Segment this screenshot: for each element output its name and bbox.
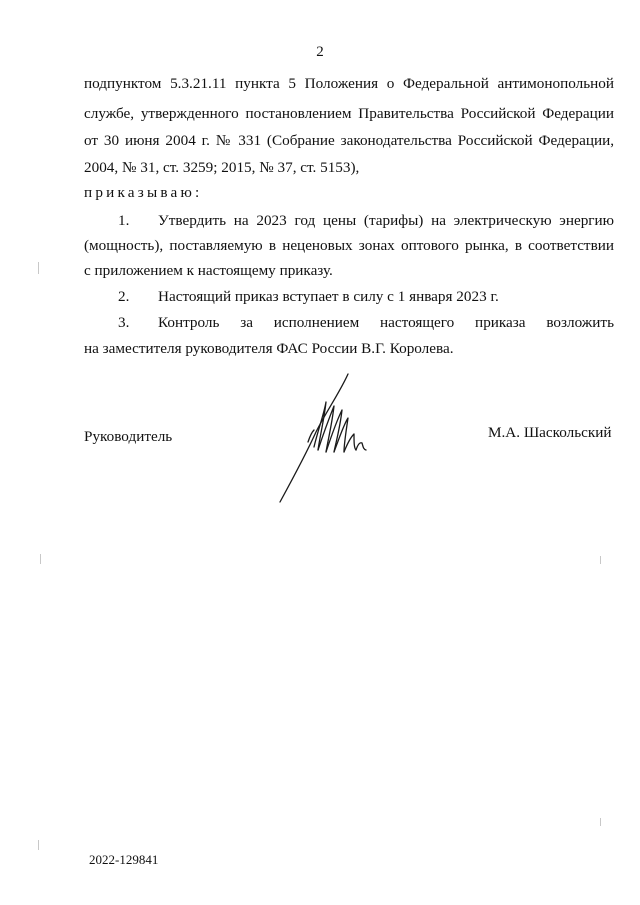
document-id: 2022-129841 <box>89 852 159 867</box>
signatory-name: М.А. Шаскольский <box>488 424 612 441</box>
scan-mark <box>38 840 39 850</box>
scan-mark <box>38 262 39 274</box>
item-1-number: 1. <box>118 212 130 229</box>
order-word: приказываю: <box>84 184 203 201</box>
item-3-line-2: на заместителя руководителя ФАС России В.Г. Королева. <box>84 340 454 357</box>
scan-mark <box>600 818 601 826</box>
item-2-line-1: Настоящий приказ вступает в силу с 1 января 2023 г. <box>158 288 499 305</box>
item-2-number: 2. <box>118 288 130 305</box>
intro-line-1: подпунктом 5.3.21.11 пункта 5 Положения о Федеральной антимонопольной <box>84 75 614 92</box>
item-1-line-2: (мощность), поставляемую в неценовых зонах оптового рынка, в соответствии <box>84 237 614 254</box>
handwritten-signature <box>268 372 378 507</box>
page-number: 2 <box>316 44 324 60</box>
intro-line-3: от 30 июня 2004 г. № 331 (Собрание законодательства Российской Федерации, <box>84 132 614 149</box>
item-1-line-3: с приложением к настоящему приказу. <box>84 262 333 279</box>
intro-line-4: 2004, № 31, ст. 3259; 2015, № 37, ст. 5153), <box>84 159 360 176</box>
item-1-line-1: Утвердить на 2023 год цены (тарифы) на электрическую энергию <box>158 212 614 229</box>
signatory-role: Руководитель <box>84 428 173 445</box>
item-3-number: 3. <box>118 314 130 331</box>
item-3-line-1: Контроль за исполнением настоящего приказа возложить <box>158 314 614 331</box>
intro-line-2: службе, утвержденного постановлением Правительства Российской Федерации <box>84 105 614 122</box>
scan-mark <box>600 556 601 564</box>
scan-mark <box>40 554 41 564</box>
